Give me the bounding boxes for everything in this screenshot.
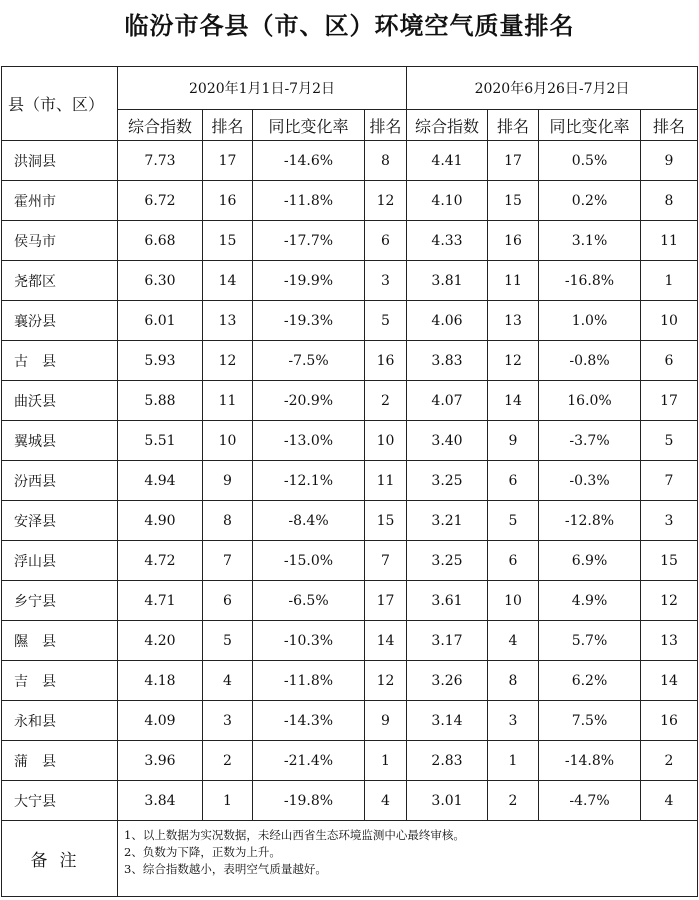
composite-index-h1: 6.01 <box>118 301 203 341</box>
rank-w: 3 <box>488 701 539 741</box>
rank-h1: 15 <box>203 221 253 261</box>
composite-index-h1: 6.68 <box>118 221 203 261</box>
composite-index-h1: 5.51 <box>118 421 203 461</box>
yoy-change-h1: -19.9% <box>253 261 365 301</box>
yoy-rank-w: 17 <box>641 381 698 421</box>
composite-index-h1: 4.71 <box>118 581 203 621</box>
yoy-rank-h1: 8 <box>365 141 407 181</box>
composite-index-w: 3.21 <box>407 501 488 541</box>
yoy-change-h1: -19.3% <box>253 301 365 341</box>
yoy-change-w: 5.7% <box>539 621 641 661</box>
rank-w: 4 <box>488 621 539 661</box>
yoy-change-w: -4.7% <box>539 781 641 821</box>
rank-h1: 13 <box>203 301 253 341</box>
column-header: 同比变化率 <box>539 110 641 141</box>
yoy-rank-w: 3 <box>641 501 698 541</box>
table-row <box>2 581 698 621</box>
yoy-change-w: -12.8% <box>539 501 641 541</box>
yoy-change-w: -14.8% <box>539 741 641 781</box>
county-name: 吉 县 <box>2 661 118 701</box>
yoy-rank-h1: 15 <box>365 501 407 541</box>
composite-index-h1: 4.20 <box>118 621 203 661</box>
yoy-change-w: 3.1% <box>539 221 641 261</box>
rank-w: 8 <box>488 661 539 701</box>
yoy-change-w: 1.0% <box>539 301 641 341</box>
composite-index-w: 3.26 <box>407 661 488 701</box>
rank-w: 5 <box>488 501 539 541</box>
yoy-rank-w: 1 <box>641 261 698 301</box>
yoy-change-w: 6.2% <box>539 661 641 701</box>
yoy-change-w: 7.5% <box>539 701 641 741</box>
rank-h1: 6 <box>203 581 253 621</box>
county-name: 大宁县 <box>2 781 118 821</box>
yoy-change-w: 4.9% <box>539 581 641 621</box>
rank-h1: 2 <box>203 741 253 781</box>
rank-h1: 9 <box>203 461 253 501</box>
table-row <box>2 141 698 181</box>
composite-index-h1: 6.72 <box>118 181 203 221</box>
yoy-change-w: 16.0% <box>539 381 641 421</box>
composite-index-w: 4.06 <box>407 301 488 341</box>
county-name: 翼城县 <box>2 421 118 461</box>
yoy-change-h1: -15.0% <box>253 541 365 581</box>
yoy-change-h1: -17.7% <box>253 221 365 261</box>
county-name: 曲沃县 <box>2 381 118 421</box>
period1-header: 2020年1月1日-7月2日 <box>118 67 407 110</box>
yoy-change-h1: -12.1% <box>253 461 365 501</box>
composite-index-w: 4.07 <box>407 381 488 421</box>
yoy-rank-h1: 5 <box>365 301 407 341</box>
rank-w: 14 <box>488 381 539 421</box>
composite-index-w: 3.61 <box>407 581 488 621</box>
rank-h1: 4 <box>203 661 253 701</box>
composite-index-h1: 4.90 <box>118 501 203 541</box>
note-line: 2、负数为下降，正数为上升。 <box>124 845 281 859</box>
column-header: 综合指数 <box>118 110 203 141</box>
yoy-change-h1: -10.3% <box>253 621 365 661</box>
yoy-rank-w: 14 <box>641 661 698 701</box>
yoy-change-w: -16.8% <box>539 261 641 301</box>
composite-index-w: 4.41 <box>407 141 488 181</box>
county-name: 蒲 县 <box>2 741 118 781</box>
column-header: 排名 <box>488 110 539 141</box>
yoy-rank-h1: 16 <box>365 341 407 381</box>
yoy-change-h1: -13.0% <box>253 421 365 461</box>
table-row <box>2 421 698 461</box>
rank-h1: 7 <box>203 541 253 581</box>
table-row <box>2 741 698 781</box>
composite-index-w: 3.25 <box>407 541 488 581</box>
composite-index-w: 4.10 <box>407 181 488 221</box>
table-row <box>2 501 698 541</box>
yoy-rank-w: 4 <box>641 781 698 821</box>
composite-index-h1: 5.93 <box>118 341 203 381</box>
yoy-rank-h1: 1 <box>365 741 407 781</box>
rank-h1: 8 <box>203 501 253 541</box>
table-row <box>2 621 698 661</box>
ranking-table <box>1 66 698 897</box>
yoy-rank-w: 9 <box>641 141 698 181</box>
rank-h1: 17 <box>203 141 253 181</box>
rank-h1: 5 <box>203 621 253 661</box>
yoy-change-h1: -19.8% <box>253 781 365 821</box>
yoy-rank-h1: 12 <box>365 181 407 221</box>
rank-w: 6 <box>488 541 539 581</box>
table-row <box>2 341 698 381</box>
rank-w: 9 <box>488 421 539 461</box>
yoy-change-h1: -21.4% <box>253 741 365 781</box>
yoy-rank-h1: 12 <box>365 661 407 701</box>
page-title: 临汾市各县（市、区）环境空气质量排名 <box>124 12 575 40</box>
composite-index-h1: 3.84 <box>118 781 203 821</box>
notes-label: 备注 <box>2 821 118 897</box>
county-header: 县（市、区） <box>2 67 118 141</box>
county-name: 侯马市 <box>2 221 118 261</box>
table-row <box>2 221 698 261</box>
yoy-rank-w: 11 <box>641 221 698 261</box>
county-name: 乡宁县 <box>2 581 118 621</box>
composite-index-w: 3.14 <box>407 701 488 741</box>
rank-w: 16 <box>488 221 539 261</box>
rank-h1: 1 <box>203 781 253 821</box>
yoy-rank-h1: 14 <box>365 621 407 661</box>
rank-w: 15 <box>488 181 539 221</box>
rank-h1: 10 <box>203 421 253 461</box>
yoy-rank-w: 10 <box>641 301 698 341</box>
composite-index-h1: 4.18 <box>118 661 203 701</box>
yoy-rank-h1: 17 <box>365 581 407 621</box>
note-line: 1、以上数据为实况数据，未经山西省生态环境监测中心最终审核。 <box>124 828 465 842</box>
yoy-change-h1: -11.8% <box>253 181 365 221</box>
yoy-change-w: 0.5% <box>539 141 641 181</box>
yoy-change-h1: -6.5% <box>253 581 365 621</box>
yoy-rank-h1: 2 <box>365 381 407 421</box>
note-line: 3、综合指数越小，表明空气质量越好。 <box>124 862 327 876</box>
column-header: 综合指数 <box>407 110 488 141</box>
table-row <box>2 781 698 821</box>
yoy-rank-w: 16 <box>641 701 698 741</box>
yoy-rank-w: 13 <box>641 621 698 661</box>
county-name: 尧都区 <box>2 261 118 301</box>
table-row <box>2 701 698 741</box>
table-row <box>2 381 698 421</box>
notes-body <box>118 821 698 897</box>
yoy-change-h1: -8.4% <box>253 501 365 541</box>
rank-w: 1 <box>488 741 539 781</box>
yoy-change-w: -0.8% <box>539 341 641 381</box>
yoy-change-h1: -14.6% <box>253 141 365 181</box>
county-name: 安泽县 <box>2 501 118 541</box>
column-header: 排名 <box>203 110 253 141</box>
yoy-rank-w: 7 <box>641 461 698 501</box>
yoy-rank-h1: 11 <box>365 461 407 501</box>
table-row <box>2 541 698 581</box>
yoy-change-w: -3.7% <box>539 421 641 461</box>
yoy-rank-w: 8 <box>641 181 698 221</box>
yoy-rank-w: 2 <box>641 741 698 781</box>
composite-index-h1: 3.96 <box>118 741 203 781</box>
yoy-change-h1: -11.8% <box>253 661 365 701</box>
yoy-rank-h1: 9 <box>365 701 407 741</box>
rank-w: 6 <box>488 461 539 501</box>
yoy-rank-h1: 4 <box>365 781 407 821</box>
yoy-change-h1: -20.9% <box>253 381 365 421</box>
table-row <box>2 181 698 221</box>
yoy-change-w: -0.3% <box>539 461 641 501</box>
rank-h1: 3 <box>203 701 253 741</box>
yoy-rank-h1: 7 <box>365 541 407 581</box>
rank-w: 10 <box>488 581 539 621</box>
rank-h1: 16 <box>203 181 253 221</box>
rank-h1: 14 <box>203 261 253 301</box>
rank-w: 2 <box>488 781 539 821</box>
yoy-change-w: 6.9% <box>539 541 641 581</box>
rank-w: 17 <box>488 141 539 181</box>
rank-h1: 11 <box>203 381 253 421</box>
yoy-rank-w: 12 <box>641 581 698 621</box>
column-header: 排名 <box>365 110 407 141</box>
county-name: 洪洞县 <box>2 141 118 181</box>
composite-index-w: 3.81 <box>407 261 488 301</box>
rank-w: 11 <box>488 261 539 301</box>
period2-header: 2020年6月26日-7月2日 <box>407 67 698 110</box>
table-body <box>2 141 698 821</box>
composite-index-w: 3.01 <box>407 781 488 821</box>
rank-w: 12 <box>488 341 539 381</box>
yoy-change-w: 0.2% <box>539 181 641 221</box>
yoy-rank-w: 6 <box>641 341 698 381</box>
yoy-rank-w: 5 <box>641 421 698 461</box>
composite-index-w: 3.83 <box>407 341 488 381</box>
composite-index-h1: 4.72 <box>118 541 203 581</box>
table-row <box>2 461 698 501</box>
composite-index-h1: 7.73 <box>118 141 203 181</box>
county-name: 汾西县 <box>2 461 118 501</box>
table-row <box>2 661 698 701</box>
county-name: 浮山县 <box>2 541 118 581</box>
county-name: 永和县 <box>2 701 118 741</box>
composite-index-h1: 4.94 <box>118 461 203 501</box>
yoy-rank-h1: 10 <box>365 421 407 461</box>
county-name: 古 县 <box>2 341 118 381</box>
composite-index-h1: 6.30 <box>118 261 203 301</box>
county-name: 襄汾县 <box>2 301 118 341</box>
column-header: 同比变化率 <box>253 110 365 141</box>
yoy-change-h1: -7.5% <box>253 341 365 381</box>
rank-w: 13 <box>488 301 539 341</box>
composite-index-h1: 4.09 <box>118 701 203 741</box>
composite-index-h1: 5.88 <box>118 381 203 421</box>
table-row <box>2 301 698 341</box>
composite-index-w: 3.17 <box>407 621 488 661</box>
composite-index-w: 2.83 <box>407 741 488 781</box>
column-header: 排名 <box>641 110 698 141</box>
table-row <box>2 261 698 301</box>
composite-index-w: 4.33 <box>407 221 488 261</box>
yoy-rank-w: 15 <box>641 541 698 581</box>
composite-index-w: 3.25 <box>407 461 488 501</box>
yoy-rank-h1: 3 <box>365 261 407 301</box>
rank-h1: 12 <box>203 341 253 381</box>
county-name: 霍州市 <box>2 181 118 221</box>
yoy-change-h1: -14.3% <box>253 701 365 741</box>
yoy-rank-h1: 6 <box>365 221 407 261</box>
composite-index-w: 3.40 <box>407 421 488 461</box>
county-name: 隰 县 <box>2 621 118 661</box>
